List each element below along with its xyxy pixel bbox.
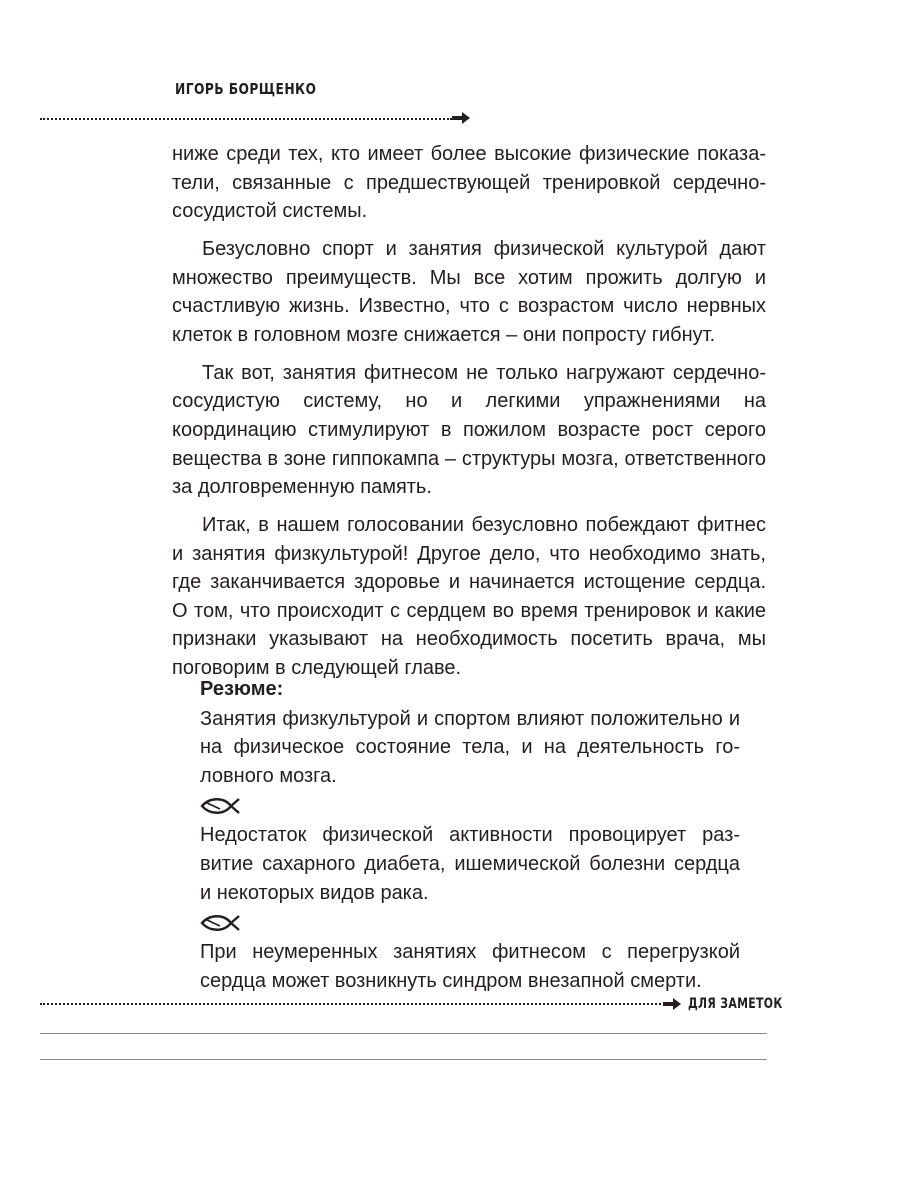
summary-block [200,675,740,995]
fish-ornament-icon [200,794,240,818]
header-arrow-icon [452,112,470,124]
main-text [172,140,766,692]
summary-item: Недостаток физической активности провоцирует развитие сахарного диабета, ишемической болезни сердца и некоторых видов рака. [200,824,740,904]
summary-item: Занятия физкультурой и спортом влияют положительно и на физическое состояние тела, и на деятельность головного мозга. [200,707,740,787]
summary-title: Резюме: [200,678,284,700]
header-dotted-rule [40,118,452,120]
notes-line [40,1059,767,1060]
running-head-author: ИГОРЬ БОРЩЕНКО [175,80,317,98]
notes-dotted-rule [40,1003,665,1005]
fish-ornament-icon [200,911,240,935]
notes-line [40,1033,767,1034]
summary-item: При неумеренных занятиях фитнесом с перегрузкой сердца может возникнуть синдром внезапной смерти. [200,941,740,992]
paragraph: ниже среди тех, кто имеет более высокие физические показатели, связанные с предшествующей тренировкой сердечнососудистой системы. [172,143,766,223]
paragraph: Так вот, занятия фитнесом не только нагружают сердечно-сосудистую систему, но и легкими упражнениями на координацию стимулируют в пожилом возрасте рост серого вещества в зоне гиппокампа – структуры мозга, ответственного за долговременную память. [172,361,766,499]
notes-arrow-icon [663,998,681,1010]
paragraph: Безусловно спорт и занятия физической культурой дают множество преимуществ. Мы все хотим прожить долгую и счастливую жизнь. Известно, что с возрастом число нервных клеток в головном мозге снижается – они попросту гибнут. [172,238,766,346]
paragraph: Итак, в нашем голосовании безусловно побеждают фитнес и занятия физкультурой! Другое дело, что необходимо знать, где заканчивается здоровье и начинается истощение сердца. О том, что происходит с сердцем во время тренировок и какие признаки указывают на необходимость посетить врача, мы поговорим в следующей главе. [172,514,766,679]
notes-label: ДЛЯ ЗАМЕТОК [688,996,783,1012]
